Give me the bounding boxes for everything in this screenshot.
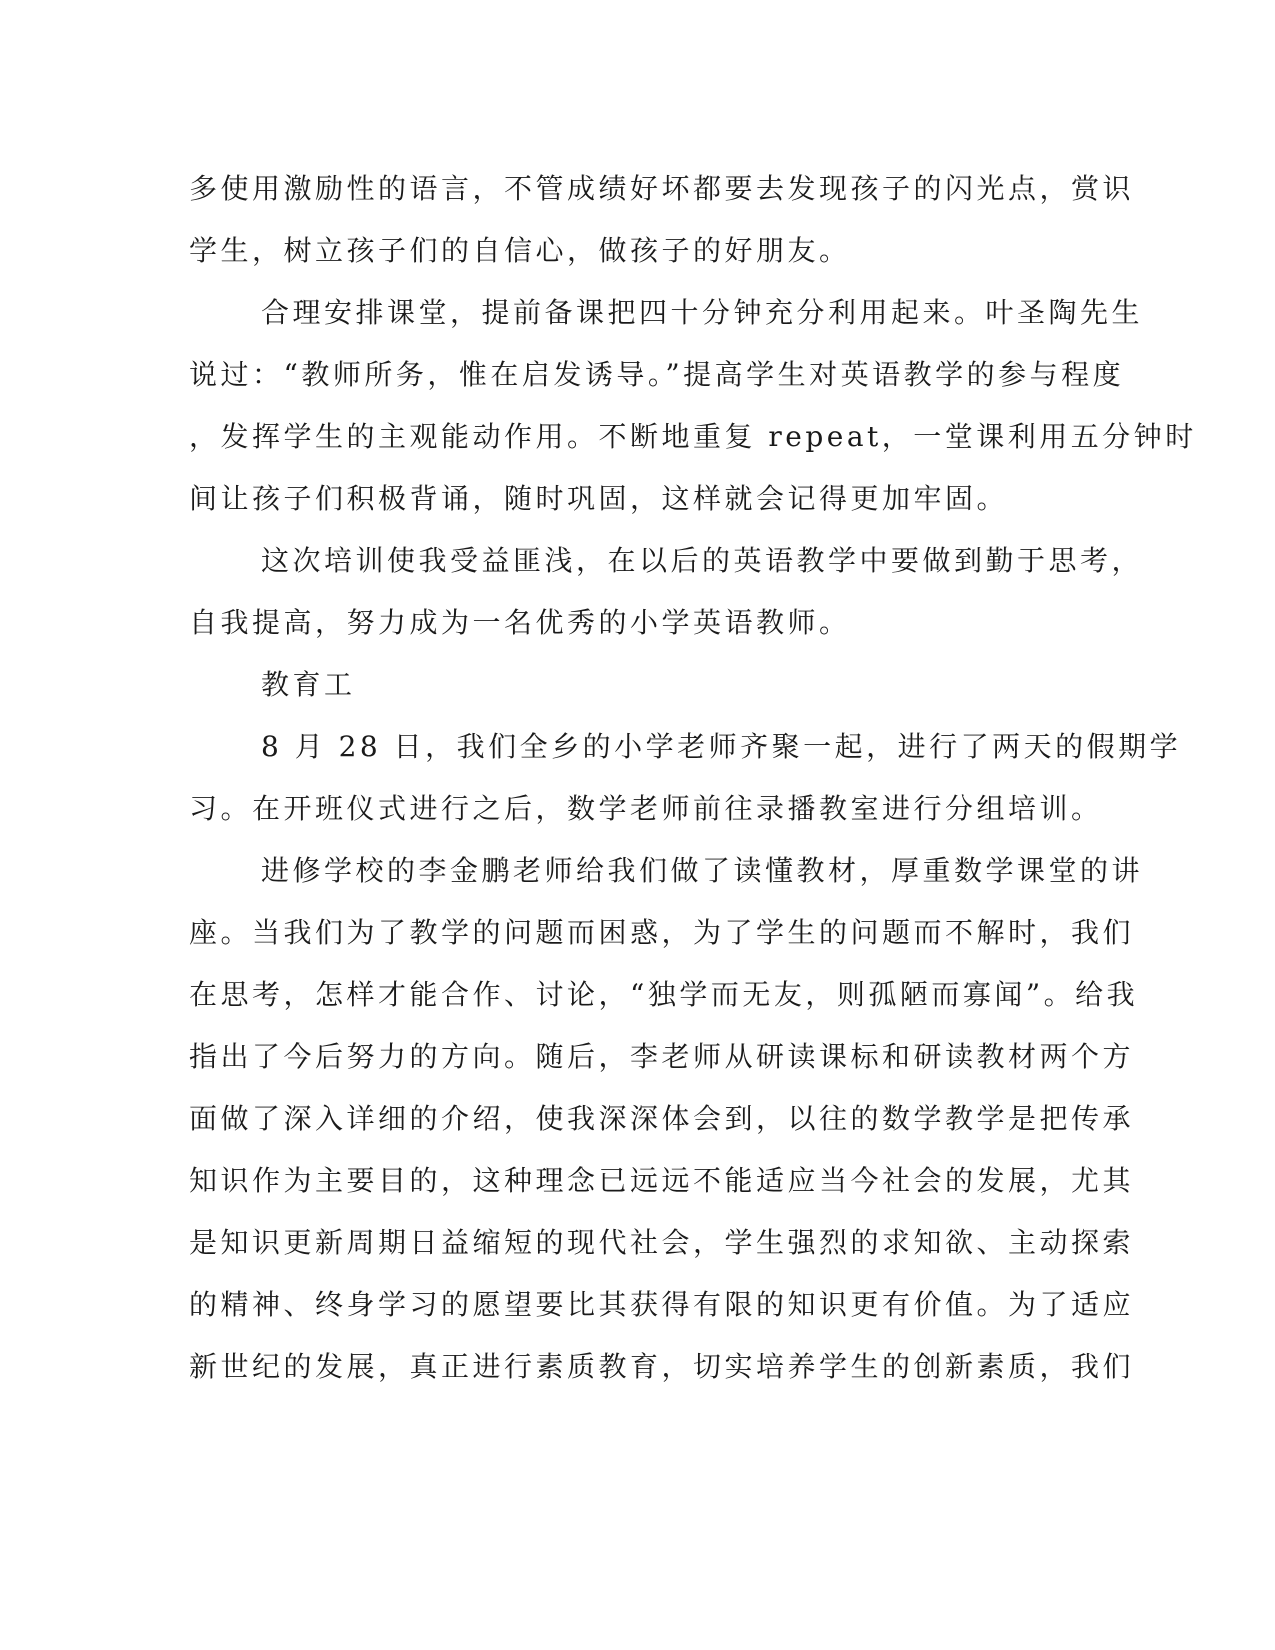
text-line: 在思考，怎样才能合作、讨论，“独学而无友，则孤陋而寡闻”。给我 bbox=[189, 978, 1139, 1011]
text-line: 自我提高，努力成为一名优秀的小学英语教师。 bbox=[189, 606, 851, 639]
text-line: 说过：“教师所务，惟在启发诱导。”提高学生对英语教学的参与程度 bbox=[189, 358, 1125, 391]
text-line: 新世纪的发展，真正进行素质教育，切实培养学生的创新素质，我们 bbox=[189, 1350, 1135, 1383]
text-line: ，发挥学生的主观能动作用。不断地重复 repeat，一堂课利用五分钟时 bbox=[189, 420, 1197, 453]
text-line: 这次培训使我受益匪浅，在以后的英语教学中要做到勤于思考， bbox=[261, 544, 1144, 577]
text-line: 进修学校的李金鹏老师给我们做了读懂教材，厚重数学课堂的讲 bbox=[261, 854, 1144, 887]
text-line: 面做了深入详细的介绍，使我深深体会到，以往的数学教学是把传承 bbox=[189, 1102, 1135, 1135]
text-line: 是知识更新周期日益缩短的现代社会，学生强烈的求知欲、主动探索 bbox=[189, 1226, 1135, 1259]
text-line: 的精神、终身学习的愿望要比其获得有限的知识更有价值。为了适应 bbox=[189, 1288, 1135, 1321]
text-line: 学生，树立孩子们的自信心，做孩子的好朋友。 bbox=[189, 234, 851, 267]
text-line: 指出了今后努力的方向。随后，李老师从研读课标和研读教材两个方 bbox=[189, 1040, 1135, 1073]
text-line: 8 月 28 日，我们全乡的小学老师齐聚一起，进行了两天的假期学 bbox=[261, 730, 1182, 763]
document-body bbox=[189, 158, 1197, 1398]
text-line: 合理安排课堂，提前备课把四十分钟充分利用起来。叶圣陶先生 bbox=[261, 296, 1144, 329]
text-line: 座。当我们为了教学的问题而困惑，为了学生的问题而不解时，我们 bbox=[189, 916, 1135, 949]
text-line: 多使用激励性的语言，不管成绩好坏都要去发现孩子的闪光点，赏识 bbox=[189, 172, 1135, 205]
section-heading: 教育工 bbox=[261, 668, 356, 701]
text-line: 间让孩子们积极背诵，随时巩固，这样就会记得更加牢固。 bbox=[189, 482, 1009, 515]
text-line: 知识作为主要目的，这种理念已远远不能适应当今社会的发展，尤其 bbox=[189, 1164, 1135, 1197]
text-line: 习。在开班仪式进行之后，数学老师前往录播教室进行分组培训。 bbox=[189, 792, 1103, 825]
